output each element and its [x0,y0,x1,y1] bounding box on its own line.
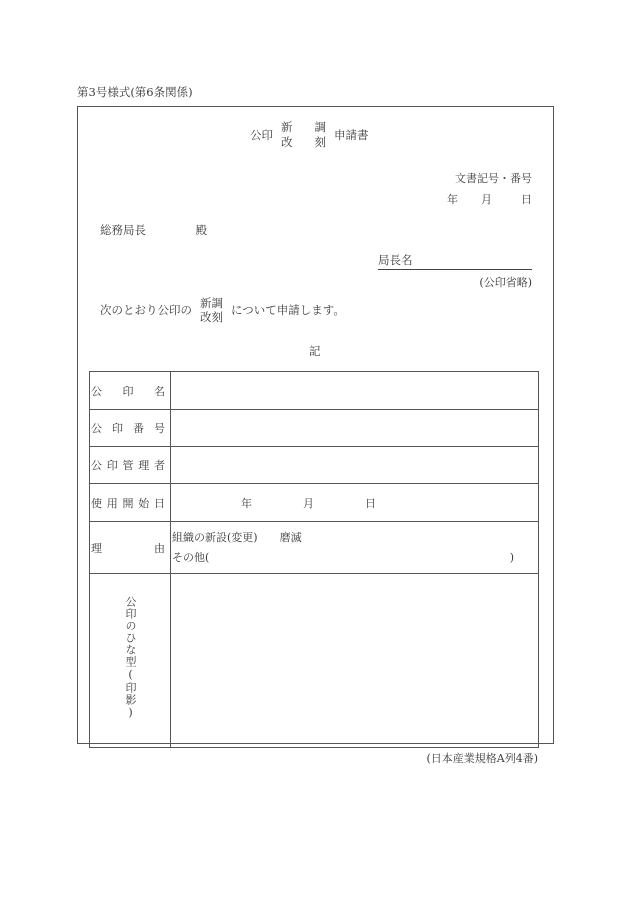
option-new: 新 [281,120,293,134]
seal-number-field[interactable] [171,410,539,447]
label-char: 使 [91,496,102,510]
option-new-make: 新調 [200,296,223,310]
table-row-stamp [90,574,539,748]
stamp-impression-area[interactable] [171,574,539,748]
label-char: 理 [138,459,150,472]
statement-suffix: について申請します。 [231,303,345,317]
label-char: 番 [133,422,144,435]
date-year: 年 [447,193,458,206]
director-label: 局長名 [378,253,413,267]
label-char: 日 [154,496,165,510]
label-char: 印 [106,459,118,472]
seal-name-label [90,372,171,410]
title-option-2 [315,120,327,150]
label-char: 由 [154,541,165,555]
seal-manager-field[interactable] [171,447,539,484]
application-table [89,371,539,748]
director-name-field[interactable] [378,252,532,270]
label-char: 印 [112,422,123,435]
addressee-honorific: 殿 [195,223,208,237]
start-year: 年 [241,496,252,510]
label-char: 理 [91,541,102,555]
label-char: 用 [106,496,118,510]
table-row-seal-number [90,410,539,447]
start-month: 月 [303,496,314,510]
table-row-start-date [90,484,539,522]
seal-manager-label [90,447,171,484]
paper-size-note: (日本産業規格A列4番) [426,752,538,765]
reason-label [90,522,171,574]
option-revise-carve: 改刻 [200,310,223,324]
addressee [100,222,207,238]
seal-omitted-note: (公印省略) [479,276,532,289]
document-number-label: 文書記号・番号 [455,172,532,185]
start-date-label [90,484,171,522]
label-char: 管 [122,459,134,472]
reason-option-line1[interactable]: 組織の新設(変更) 磨滅 [172,530,302,544]
label-char: 開 [122,496,134,510]
option-carve: 刻 [314,135,326,149]
title-option-1 [281,120,293,150]
reason-field[interactable] [171,522,539,574]
table-row-reason [90,522,539,574]
stamp-sample-label: 公印のひな型(印影) [124,596,137,720]
label-char: 印 [122,384,134,398]
form-title [248,120,371,150]
reason-other-close: ) [509,550,514,564]
seal-name-field[interactable] [171,372,539,410]
statement-options [200,296,223,324]
label-char: 号 [154,422,165,435]
option-revise: 改 [281,135,293,149]
label-char: 公 [91,459,102,472]
label-char: 者 [154,459,165,472]
stamp-label-cell [90,574,171,748]
start-date-field[interactable] [171,484,539,522]
label-char: 公 [91,422,102,435]
table-row-seal-name [90,372,539,410]
label-char: 名 [154,384,165,398]
addressee-name: 総務局長 [100,223,146,237]
date-day: 日 [521,193,532,206]
label-char: 公 [91,384,102,398]
label-char: 始 [138,496,150,510]
date-month: 月 [481,193,492,206]
document-date [447,191,532,207]
reason-other-open: その他( [172,550,210,564]
form-number: 第3号様式(第6条関係) [77,85,193,99]
table-row-seal-manager [90,447,539,484]
option-make: 調 [314,120,326,134]
seal-number-label [90,410,171,447]
title-prefix: 公印 [250,128,273,142]
ki-heading: 記 [309,344,321,358]
reason-other-line[interactable] [172,548,538,568]
title-suffix: 申請書 [334,128,369,142]
statement-prefix: 次のとおり公印の [100,303,192,317]
start-day: 日 [365,496,376,510]
application-statement [100,296,345,324]
